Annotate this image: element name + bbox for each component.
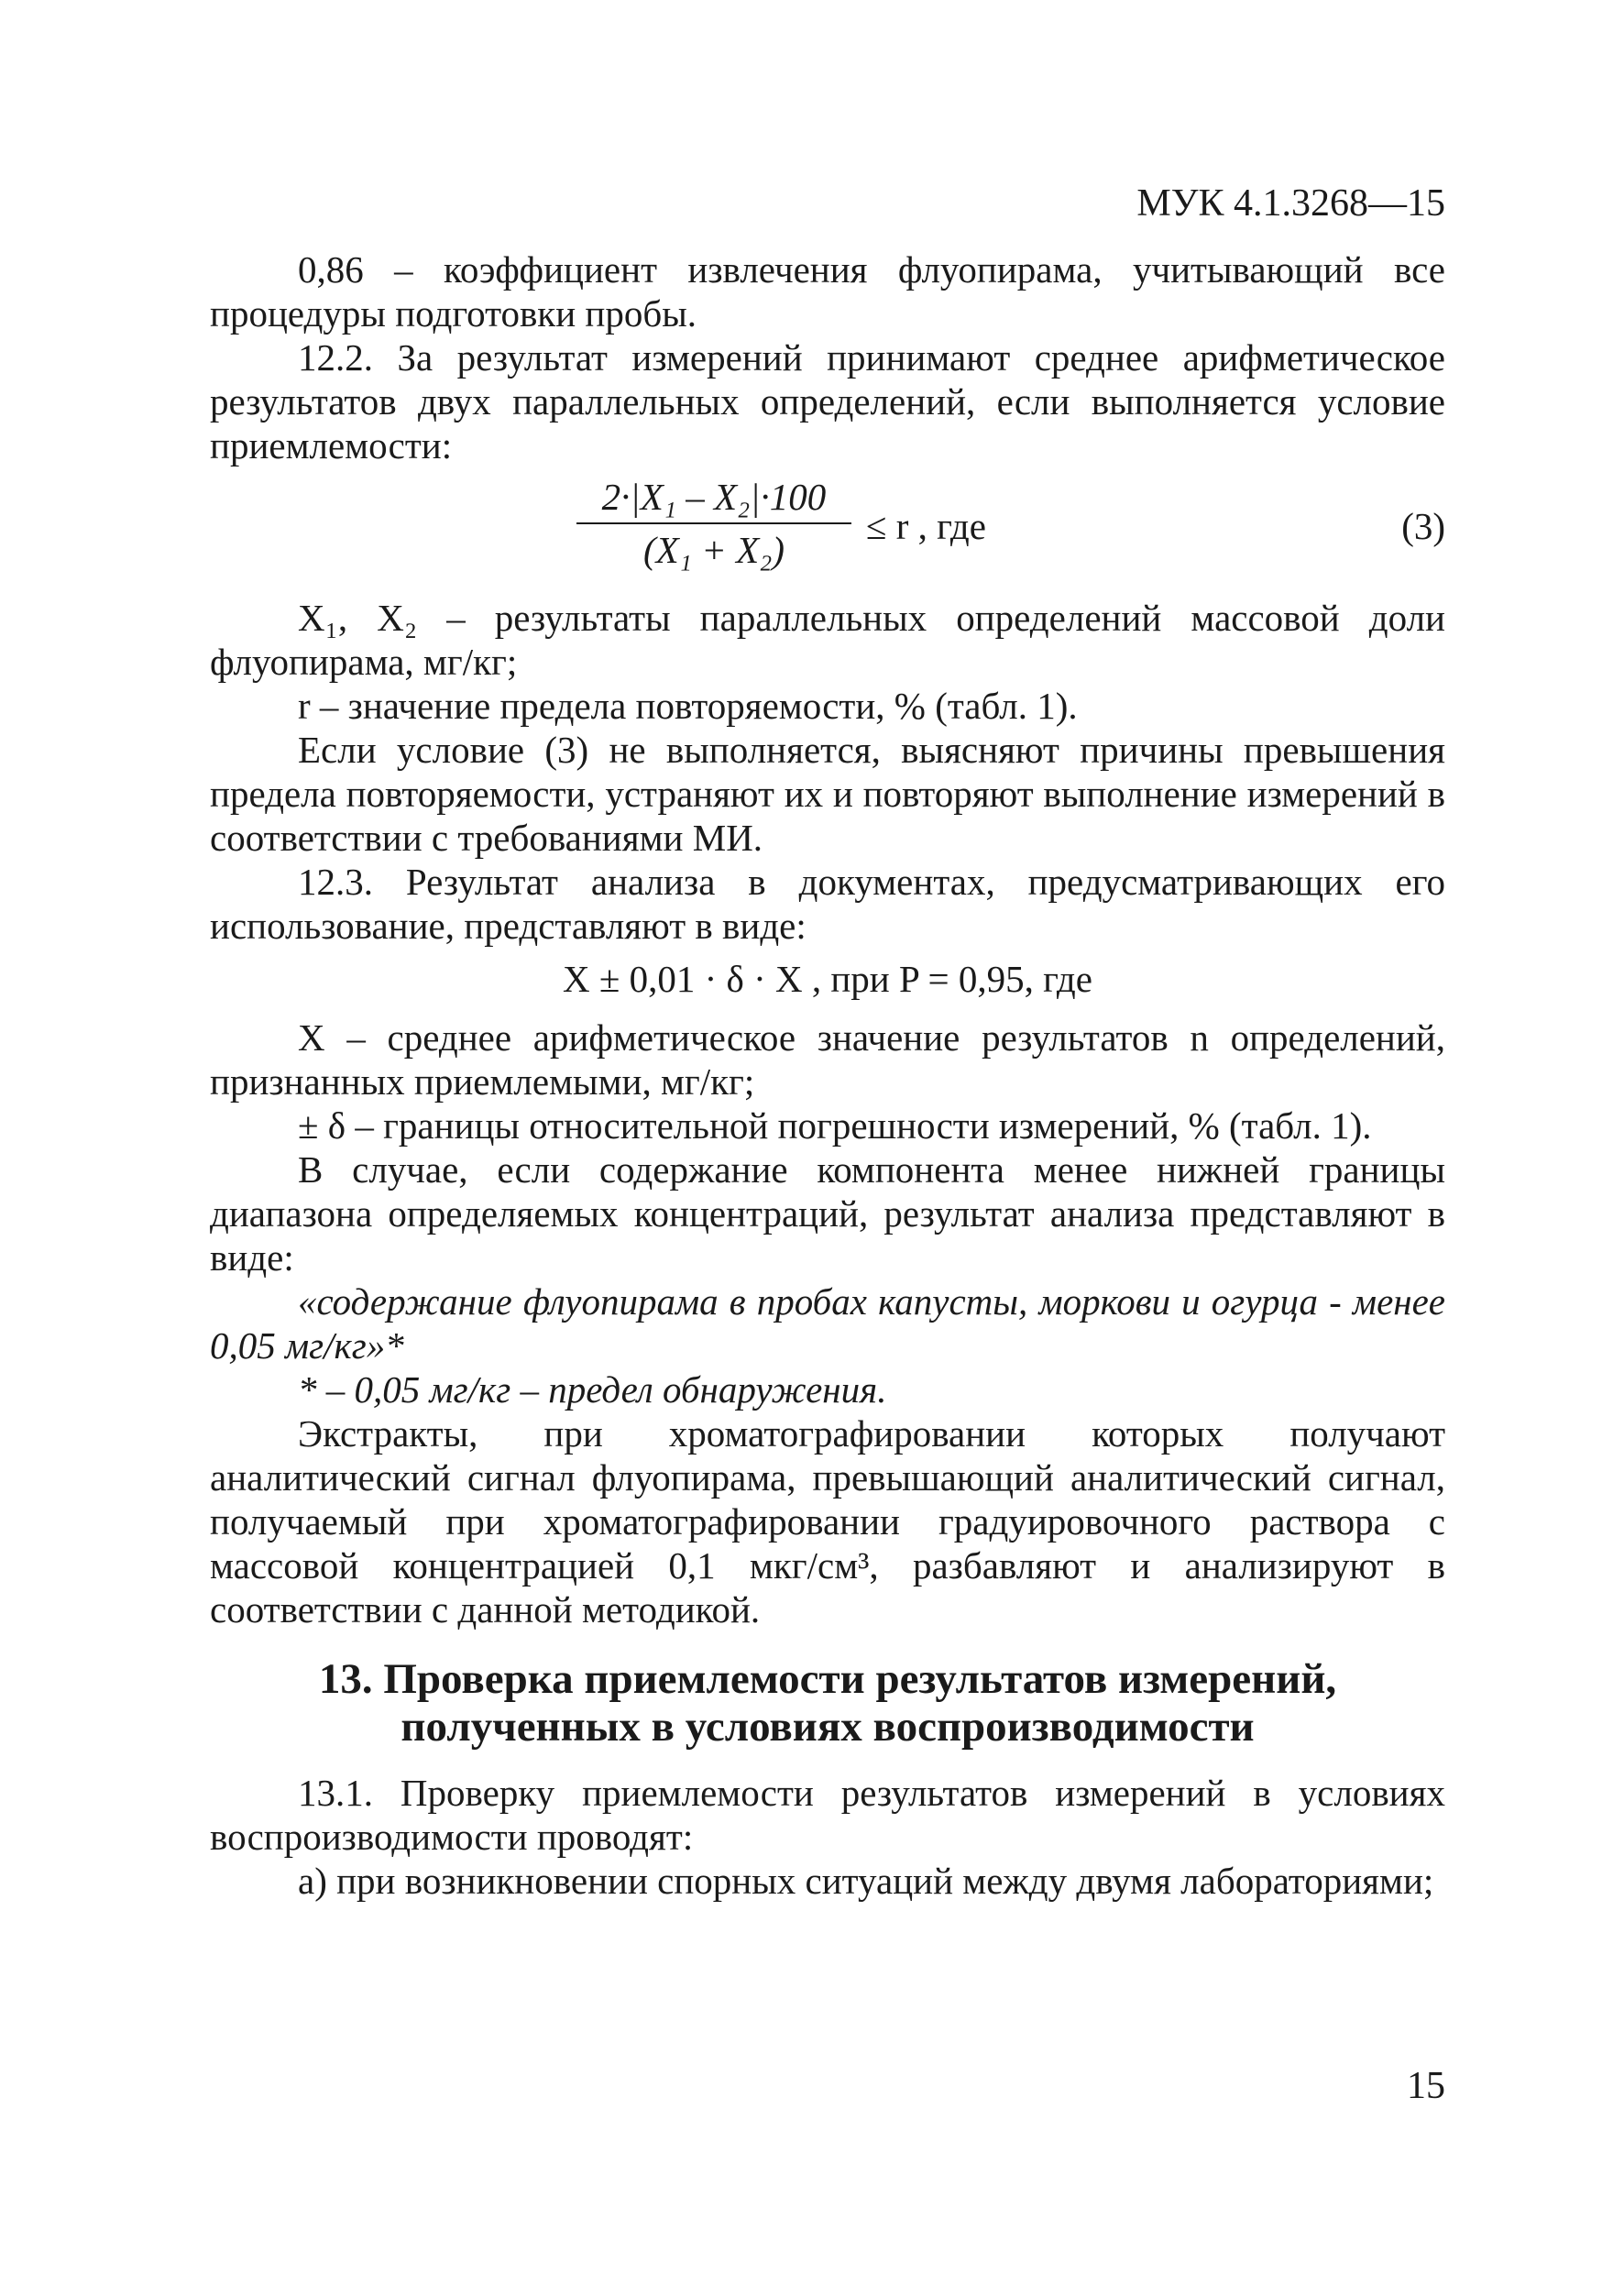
page-body [210, 247, 1445, 1903]
paragraph-12-2: 12.2. За результат измерений принимают среднее арифметическое результатов двух параллельных определений, если выполняется условие приемлемости: [210, 336, 1445, 467]
formula-3-fraction [576, 475, 851, 572]
section-13-heading [210, 1655, 1445, 1751]
formula-3-numerator: 2·|X₁ – X₂|·100 [576, 475, 851, 524]
paragraph-13-1: 13.1. Проверку приемлемости результатов измерений в условиях воспроизводимости проводят: [210, 1772, 1445, 1858]
page-number: 15 [1407, 2065, 1445, 2107]
formula-3-denominator: (X₁ + X₂) [642, 529, 785, 571]
paragraph-footnote: * – 0,05 мг/кг – предел обнаружения. [298, 1368, 887, 1411]
formula-3-tail: ≤ r , где [866, 505, 986, 547]
paragraph-13-1-a: а) при возникновении спорных ситуаций между двумя лабораториями; [298, 1860, 1434, 1902]
paragraph-extracts: Экстракты, при хроматографировании которых получают аналитический сигнал флуопирама, превышающий аналитический сигнал, получаемый при хроматографировании градуировочного раствора с массовой концентрацией 0,1 мкг/см³, разбавляют и анализируют в соответствии с данной методикой. [210, 1412, 1445, 1631]
paragraph-12-3: 12.3. Результат анализа в документах, предусматривающих его использование, представляют в виде: [210, 861, 1445, 947]
formula-3 [210, 467, 1445, 596]
paragraph-below-range: В случае, если содержание компонента менее нижней границы диапазона определяемых концентраций, результат анализа представляют в виде: [210, 1148, 1445, 1279]
section-13-heading-line2: полученных в условиях воспроизводимости [401, 1703, 1255, 1751]
paragraph-coefficient: 0,86 – коэффициент извлечения флуопирама, учитывающий все процедуры подготовки пробы. [210, 248, 1445, 335]
paragraph-condition-fail: Если условие (3) не выполняется, выясняют причины превышения предела повторяемости, устраняют их и повторяют выполнение измерений в соответствии с требованиями МИ. [210, 729, 1445, 859]
formula-result: X ± 0,01 · δ · X , при P = 0,95, где [563, 958, 1092, 1000]
paragraph-r-definition: r – значение предела повторяемости, % (табл. 1). [298, 685, 1078, 727]
formula-3-number: (3) [1401, 505, 1445, 547]
section-13-heading-line1: 13. Проверка приемлемости результатов измерений, [318, 1655, 1337, 1703]
document-code-header: МУК 4.1.3268—15 [1136, 182, 1445, 225]
paragraph-delta-definition: ± δ – границы относительной погрешности измерений, % (табл. 1). [298, 1104, 1372, 1147]
paragraph-x-mean-definition: X – среднее арифметическое значение результатов n определений, признанных приемлемыми, мг/кг; [210, 1016, 1445, 1103]
paragraph-x-definition: X₁, X₂ – результаты параллельных определений массовой доли флуопирама, мг/кг; [210, 597, 1445, 683]
paragraph-result-quote: «содержание флуопирама в пробах капусты, моркови и огурца - менее 0,05 мг/кг»* [210, 1280, 1445, 1367]
